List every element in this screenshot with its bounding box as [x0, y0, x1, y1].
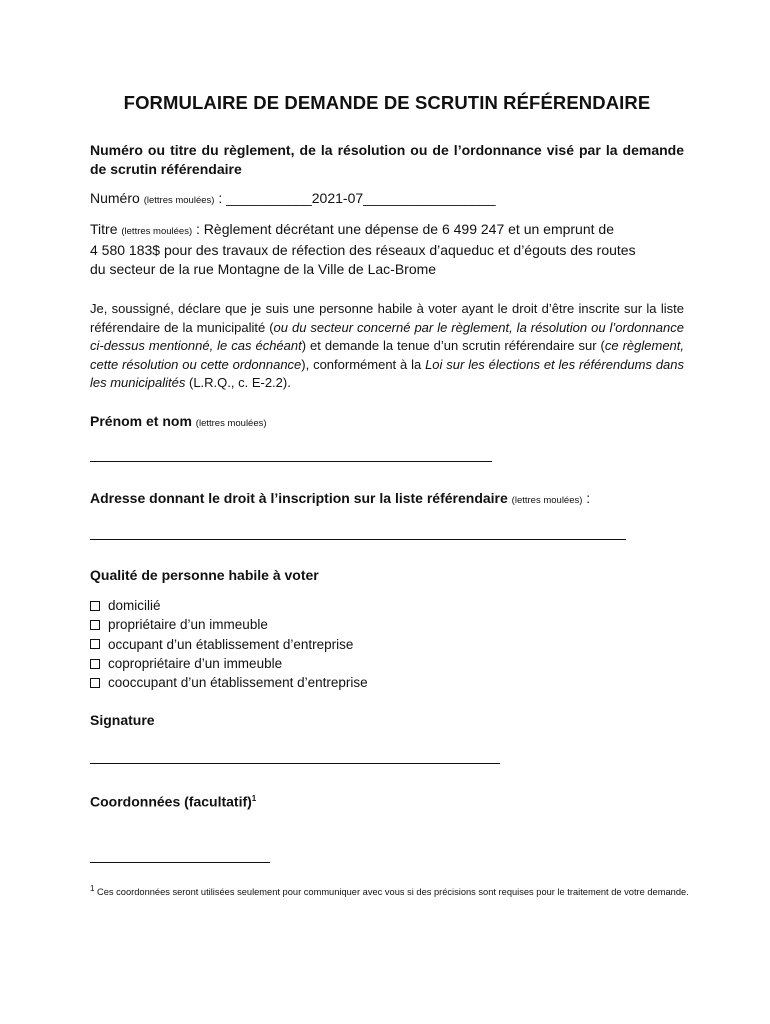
qualite-option-label: propriétaire d’un immeuble [108, 617, 268, 633]
qualite-option-label: occupant d’un établissement d’entreprise [108, 636, 354, 652]
numero-fill-after[interactable]: _________________ [363, 190, 496, 206]
footnote-text: Ces coordonnées seront utilisées seulement pour communiquer avec vous si des précisions sont requises pour le traitement de votre demande. [94, 887, 689, 898]
footnote [90, 883, 690, 899]
qualite-option[interactable] [90, 635, 368, 654]
qualite-option[interactable] [90, 673, 368, 692]
titre-label: Titre [90, 221, 118, 237]
qualite-option[interactable] [90, 654, 368, 673]
prenom-nom-label: Prénom et nom [90, 413, 192, 429]
qualite-heading: Qualité de personne habile à voter [90, 567, 319, 583]
declaration-italic-3: Loi sur les élections et les référendums dans les municipalités [90, 356, 685, 391]
titre-block [90, 220, 690, 279]
coordonnees-heading [90, 789, 256, 812]
numero-line [90, 189, 496, 210]
qualite-option[interactable] [90, 615, 368, 634]
qualite-option[interactable] [90, 596, 368, 615]
checkbox-icon[interactable] [90, 601, 100, 611]
prenom-nom-field[interactable] [90, 461, 492, 462]
numero-label: Numéro [90, 190, 140, 206]
numero-value[interactable]: 2021-07 [311, 190, 364, 206]
checkbox-icon[interactable] [90, 678, 100, 688]
coordonnees-label: Coordonnées (facultatif) [90, 793, 252, 810]
declaration-text-2: ) et demande la tenue d’un scrutin référendaire sur ( [301, 338, 605, 354]
footnote-mark: 1 [90, 884, 95, 893]
qualite-options-list [90, 596, 368, 692]
qualite-option-label: cooccupant d’un établissement d’entreprise [108, 675, 368, 691]
titre-value-line3: du secteur de la rue Montagne de la Ville de Lac-Brome [90, 261, 437, 277]
titre-value-line1: : Règlement décrétant une dépense de 6 499 247 et un emprunt de [192, 221, 614, 237]
adresse-lettres-moulees: (lettres moulées) [511, 495, 583, 506]
adresse-heading [90, 489, 690, 510]
numero-fill-before[interactable]: ___________ [226, 190, 312, 206]
footnote-separator [90, 862, 270, 863]
signature-heading: Signature [90, 712, 155, 728]
qualite-option-label: domicilié [108, 598, 161, 613]
adresse-field[interactable] [90, 539, 626, 540]
checkbox-icon[interactable] [90, 620, 100, 630]
titre-value-line2: 4 580 183$ pour des travaux de réfection des réseaux d’aqueduc et d’égouts des routes [90, 242, 636, 258]
qualite-option-label: copropriétaire d’un immeuble [108, 655, 283, 671]
declaration-text-3: ), conformément à la [301, 356, 426, 372]
coordonnees-footnote-mark: 1 [251, 794, 257, 803]
numero-colon: : [214, 190, 227, 206]
declaration-paragraph [90, 300, 684, 393]
reglement-heading: Numéro ou titre du règlement, de la résolution ou de l’ordonnance visé par la demande de scrutin référendaire [90, 142, 684, 177]
declaration-text-4: (L.R.Q., c. E-2.2). [185, 375, 291, 391]
adresse-label: Adresse donnant le droit à l’inscription sur la liste référendaire [90, 490, 508, 506]
checkbox-icon[interactable] [90, 639, 100, 649]
checkbox-icon[interactable] [90, 659, 100, 669]
prenom-nom-heading [90, 412, 267, 433]
form-title: FORMULAIRE DE DEMANDE DE SCRUTIN RÉFÉRENDAIRE [123, 92, 651, 113]
titre-lettres-moulees: (lettres moulées) [121, 226, 193, 237]
signature-field[interactable] [90, 763, 500, 764]
prenom-lettres-moulees: (lettres moulées) [195, 418, 267, 429]
declaration-italic-1: ou du secteur concerné par le règlement, la résolution ou l’ordonnance ci-dessus mentionné, le cas échéant [90, 319, 684, 354]
declaration-text-1: Je, soussigné, déclare que je suis une personne habile à voter ayant le droit d’être inscrite sur la liste référendaire de la municipalité ( [90, 301, 684, 335]
declaration-italic-2: ce règlement, cette résolution ou cette ordonnance [90, 338, 684, 372]
numero-lettres-moulees: (lettres moulées) [143, 195, 215, 206]
adresse-colon: : [582, 490, 591, 506]
